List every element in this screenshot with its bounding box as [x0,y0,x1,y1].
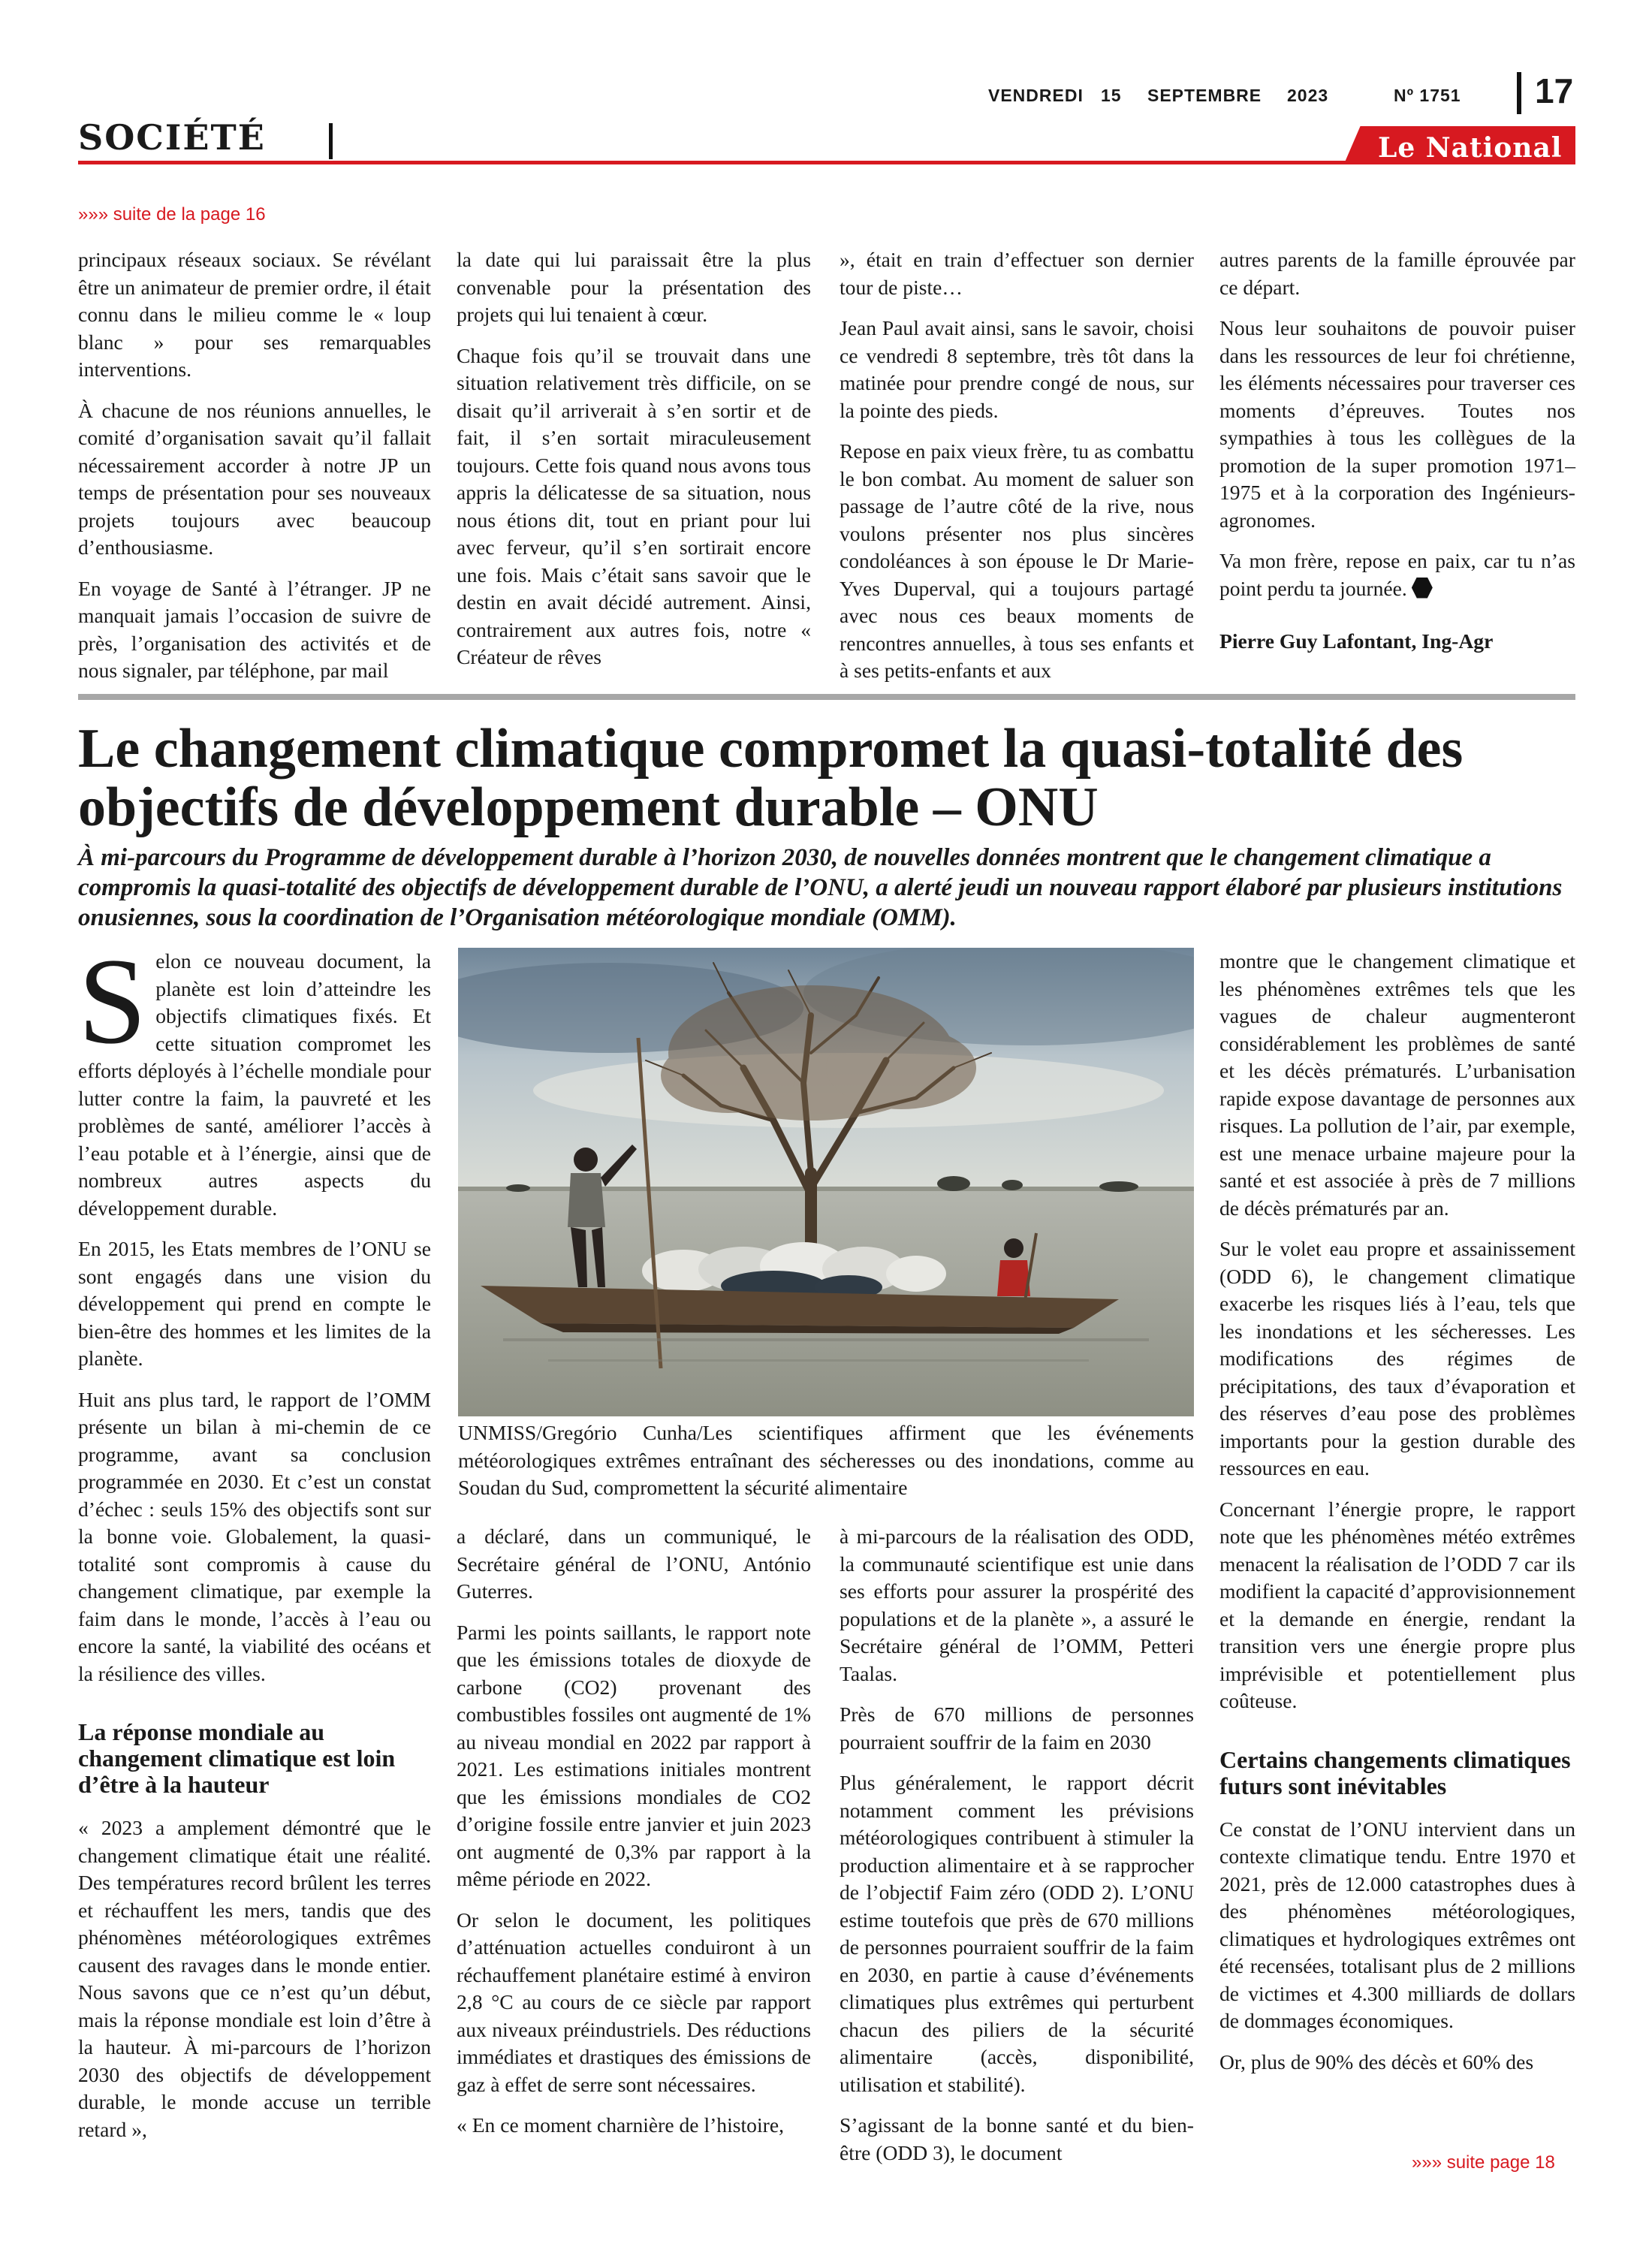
article-divider [78,694,1575,700]
article-column-1 [78,933,431,2157]
paragraph: autres parents de la famille éprouvée par ce départ. [1219,248,1575,299]
paragraph: « En ce moment charnière de l’histoire, [457,2113,784,2137]
paragraph: la date qui lui paraissait être la plus convenable pour la présentation des projets qui lui tenaient à cœur. [457,248,811,326]
paragraph: À chacune de nos réunions annuelles, le comité d’organisation savait qu’il fallait nécessairement accorder à notre JP un temps de présentation pour ses nouveaux projets toujours avec beaucoup d’enthousiasme. [78,398,431,559]
header-month: SEPTEMBRE [1147,86,1262,105]
closing-text: Va mon frère, repose en paix, car tu n’as point perdu ta journée. [1219,549,1575,600]
paragraph: Repose en paix vieux frère, tu as combattu le bon combat. Au moment de saluer son passage de l’autre côté de la rive, nous voulons présenter nos plus sincères condoléances à son épouse le Dr Marie-Yves Duperval, qui a toujours partagé avec nous ces beaux moments de rencontres annuelles, à tous ses enfants et à ses petits-enfants et aux [840,439,1194,682]
header-year: 2023 [1287,86,1329,105]
paragraph: Or selon le document, les politiques d’atténuation actuelles conduiront à un réchauffement planétaire estimé à environ 2,8 °C au cours de ce siècle par rapport aux niveaux préindustriels. Des réductions immédiates et drastiques des émissions de gaz à effet de serre sont nécessaires. [457,1908,811,2096]
obituary-column-1 [78,246,431,698]
paragraph: Parmi les points saillants, le rapport note que les émissions totales de dioxyde de carbone (CO2) provenant des combustibles fossiles ont augmenté de 1% au niveau mondial en 2022 par rapport à 2021. Les estimations initiales montrent que les émissions mondiales de CO2 d’origine fossile entre janvier et juin 2023 ont augmenté de 0,3% par rapport à la même période en 2022. [457,1620,811,1890]
article-column-3 [840,1523,1194,2180]
page-number: 17 [1535,71,1574,110]
article-photo [458,948,1194,1416]
signature: Pierre Guy Lafontant, Ing-Agr [1219,629,1494,653]
continued-from-link[interactable]: »»» suite de la page 16 [78,204,266,225]
page-number-divider [1517,72,1521,114]
subheading: Certains changements climatiques futurs sont inévitables [1219,1745,1571,1799]
paragraph: Ce constat de l’ONU intervient dans un contexte climatique tendu. Entre 1970 et 2021, près de 12.000 catastrophes dues à des phénomènes météorologiques, climatiques et hydrologiques extrêmes ont été recensées, totalisant plus de 2 millions de victimes et 4.300 milliards de dollars de dommages économiques. [1219,1817,1575,2032]
paragraph: Près de 670 millions de personnes pourraient souffrir de la faim en 2030 [840,1703,1194,1754]
paragraph: », était en train d’effectuer son dernier tour de piste… [840,248,1194,299]
article-column-4 [1219,948,1575,2089]
closing-paragraph [1219,547,1575,602]
paragraph: Jean Paul avait ainsi, sans le savoir, choisi ce vendredi 8 septembre, très tôt dans la matinée pour prendre congé de nous, sur la pointe des pieds. [840,316,1194,422]
section-label: SOCIÉTÉ [78,117,266,158]
article-headline: Le changement climatique compromet la quasi-totalité des objectifs de développement durable – ONU [78,718,1464,838]
article-column-2 [457,1523,811,2153]
first-paragraph-text: elon ce nouveau document, la planète est loin d’atteindre les objectifs climatiques fixés. Et cette situation compromet les efforts déployés à l’échelle mondiale pour lutter contre la faim, la pauvreté et les problèmes de santé, améliorer l’accès à l’eau potable et à l’énergie, ainsi que de nombreux autres aspects du développement durable. [78,949,431,1220]
flood-scene-illustration [458,948,1194,1416]
section-divider [329,123,333,159]
end-mark-icon [1412,578,1433,599]
obituary-column-2 [457,246,811,685]
paragraph: En 2015, les Etats membres de l’ONU se sont engagés dans une vision du développement qui prend en compte le bien-être des hommes et les limites de la planète. [78,1237,431,1370]
obituary-column-4 [1219,246,1575,669]
paragraph: S’agissant de la bonne santé et du bien-être (ODD 3), le document [840,2113,1194,2164]
paragraph: Chaque fois qu’il se trouvait dans une situation relativement très difficile, on se disait qu’il arriverait à s’en sortir et de fait, il s’en sortait miraculeusement toujours. Cette fois quand nous avons tous appris la délicatesse de sa situation, nous nous étions dit, tout en priant pour lui avec ferveur, qu’il s’en sortirait encore une fois. Mais c’était sans savoir que le destin en avait décidé autrement. Ainsi, contrairement aux autres fois, notre « Créateur de rêves [457,343,811,668]
paragraph: Plus généralement, le rapport décrit notamment comment les prévisions météorologiques contribuent à stimuler la production alimentaire et à se rapprocher de l’objectif Faim zéro (ODD 2). L’ONU estime toutefois que près de 670 millions de personnes pourraient souffrir de la faim en 2030, en partie à cause d’événements climatiques plus extrêmes qui perturbent chacun des piliers de la sécurité alimentaire (accès, disponibilité, utilisation et stabilité). [840,1771,1194,2096]
paragraph: Concernant l’énergie propre, le rapport note que les phénomènes météo extrêmes menacent la réalisation de l’ODD 7 car ils modifient la capacité d’approvisionnement et la demande en énergie, rendant la transition vers une énergie propre plus imprévisible et potentiellement plus coûteuse. [1219,1497,1575,1712]
paragraph: principaux réseaux sociaux. Se révélant être un animateur de premier ordre, il était connu dans le milieu comme le « loup blanc » pour ses remarquables interventions. [78,248,431,381]
drop-cap: S [78,933,147,1069]
paragraph: Nous leur souhaitons de pouvoir puiser dans les ressources de leur foi chrétienne, les éléments nécessaires pour traverser ces moments d’épreuves. Toutes nos sympathies à tous les collègues de la promotion de la super promotion 1971–1975 et à la corporation des Ingénieurs-agronomes. [1219,316,1575,532]
paragraph: En voyage de Santé à l’étranger. JP ne manquait jamais l’occasion de suivre de près, l’organisation des activités et de nous signaler, par téléphone, par mail [78,576,431,682]
paragraph: Sur le volet eau propre et assainissement (ODD 6), le changement climatique exacerbe les risques liés à l’eau, tels que les inondations et les sécheresses. Les modifications des régimes de précipitations, des taux d’évaporation et des réserves d’eau pose des problèmes importants pour la gestion durable des ressources en eau. [1219,1237,1575,1479]
brand-name: Le National [1378,132,1563,164]
continued-to-link[interactable]: »»» suite page 18 [1412,2152,1555,2173]
paragraph: Or, plus de 90% des décès et 60% des [1219,2049,1534,2074]
header-issue: Nº 1751 [1394,86,1461,105]
paragraph: « 2023 a amplement démontré que le changement climatique était une réalité. Des températures record brûlent les terres et réchauffent les mers, tandis que des phénomènes météorologiques extrêmes causent des ravages dans le monde entier. Nous savons que ce n’est qu’un début, mais la réponse mondiale est loin d’être à la hauteur. À mi-parcours de l’horizon 2030 des objectifs de développement durable, le monde accuse un terrible retard », [78,1816,431,2141]
paragraph: montre que le changement climatique et les phénomènes extrêmes tels que les vagues de chaleur augmenteront considérablement les problèmes de santé et les décès prématurés. L’urbanisation rapide expose davantage de personnes aux risques. La pollution de l’air, par exemple, est une menace urbaine majeure pour la santé et est associée à près de 7 millions de décès prématurés par an. [1219,949,1575,1220]
article-lede: À mi-parcours du Programme de développement durable à l’horizon 2030, de nouvelles données montrent que le changement climatique a compromis la quasi-totalité des objectifs de développement durable de l’ONU, a alerté jeudi un nouveau rapport élaboré par plusieurs institutions onusiennes, sous la coordination de l’Organisation météorologique mondiale (OMM). [78,844,1563,931]
paragraph: a déclaré, dans un communiqué, le Secrétaire général de l’ONU, António Guterres. [457,1525,811,1603]
paragraph [78,933,431,1222]
subheading: La réponse mondiale au changement climatique est loin d’être à la hauteur [78,1718,396,1798]
obituary-column-3 [840,246,1194,698]
header-day: VENDREDI [988,86,1084,105]
paragraph: Huit ans plus tard, le rapport de l’OMM présente un bilan à mi-chemin de ce programme, avant sa conclusion programmée en 2030. Et c’est un constat d’échec : seuls 15% des objectifs sont sur la bonne voie. Globalement, la quasi-totalité sont compromis à cause du changement climatique, par exemple la faim dans le monde, l’accès à l’eau ou encore la santé, la viabilité des océans et la résilience des villes. [78,1387,431,1685]
paragraph: à mi-parcours de la réalisation des ODD, la communauté scientifique est unie dans ses efforts pour assurer la prospérité des populations et de la planète », a assuré le Secrétaire général de l’OMM, Petteri Taalas. [840,1525,1194,1685]
header-date-number: 15 [1101,86,1122,105]
photo-caption: UNMISS/Gregório Cunha/Les scientifiques affirment que les événements météorologiques extrêmes entraînant des sécheresses ou des inondations, comme au Soudan du Sud, compromettent la sécurité alimentaire [458,1421,1194,1499]
